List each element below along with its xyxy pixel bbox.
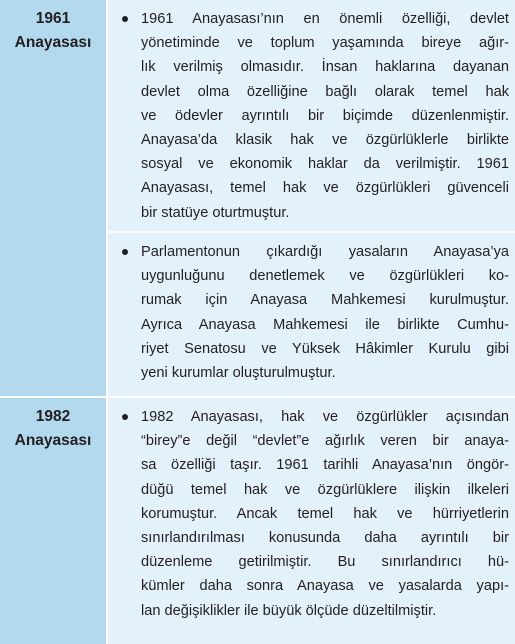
text-line: “birey”e değil “devlet”e ağırlık veren bir anaya- — [141, 433, 509, 450]
heading-label: Anayasası — [14, 432, 92, 449]
text-line: bir statüye oturtmuştur. — [141, 204, 290, 221]
text-line: lık verilmiş olmasıdır. İnsan haklarına dayanan — [141, 59, 509, 76]
heading-year: 1961 — [35, 10, 71, 27]
text-line: 1982 Anayasası, hak ve özgürlükler açısından — [141, 409, 509, 425]
text-line: devlet olma özelliğine bağlı olarak temel hak — [141, 83, 509, 100]
item-text — [141, 7, 509, 231]
row-heading-1982 — [0, 398, 106, 644]
text-line: düğü temel hak ve özgürlüklere ilişkin ilkeleri — [141, 481, 509, 498]
text-line: ve ödevler ayrıntılı bir biçimde düzenlenmiştir. — [141, 107, 509, 124]
text-line: Anayasa’da klasik hak ve özgürlüklerle birlikte — [141, 132, 509, 149]
bullet-icon — [108, 405, 141, 644]
bullet-icon — [108, 240, 141, 396]
text-line: sınırlandırılması konusunda daha ayrıntılı bir — [141, 530, 509, 547]
list-item-1982-rights — [106, 398, 515, 644]
text-line: Ayrıca Anayasa Mahkemesi ile birlikte Cumhu- — [141, 316, 509, 333]
text-line: lan değişiklikler ile büyük ölçüde düzeltilmiştir. — [141, 602, 437, 619]
item-text — [141, 240, 509, 396]
text-line: düzenleme getirilmiştir. Bu sınırlandırıcı hü- — [141, 554, 509, 571]
bullet-icon — [108, 7, 141, 231]
text-line: yönetiminde ve toplum yaşamında bireye ağır- — [141, 35, 509, 52]
list-item-1961-court — [106, 233, 515, 398]
heading-label: Anayasası — [14, 34, 92, 51]
text-line: sa özelliği taşır. 1961 tarihli Anayasa’nın öngör- — [141, 457, 509, 474]
row-heading-1961 — [0, 0, 106, 398]
text-line: rumak için Anayasa Mahkemesi kurulmuştur. — [141, 292, 509, 309]
text-line: kümler daha sonra Anayasa ve yasalarda yapı- — [141, 578, 509, 595]
text-line: sosyal ve ekonomik haklar da verilmiştir. 1961 — [141, 156, 509, 173]
text-line: riyet Senatosu ve Yüksek Hâkimler Kurulu gibi — [141, 340, 509, 357]
text-line: yeni kurumlar oluşturulmuştur. — [141, 365, 336, 382]
text-line: Anayasası, temel hak ve özgürlükleri güvenceli — [141, 180, 509, 197]
text-line: 1961 Anayasası’nın en önemli özelliği, devlet — [141, 11, 509, 27]
item-text — [141, 405, 509, 644]
text-line: Parlamentonun çıkardığı yasaların Anayasa’ya — [141, 244, 509, 260]
text-line: uygunluğunu denetlemek ve özgürlükleri ko- — [141, 268, 509, 285]
text-line: korumuştur. Ancak temel hak ve hürriyetlerin — [141, 505, 509, 522]
heading-year: 1982 — [35, 408, 71, 425]
list-item-1961-rights — [106, 0, 515, 233]
